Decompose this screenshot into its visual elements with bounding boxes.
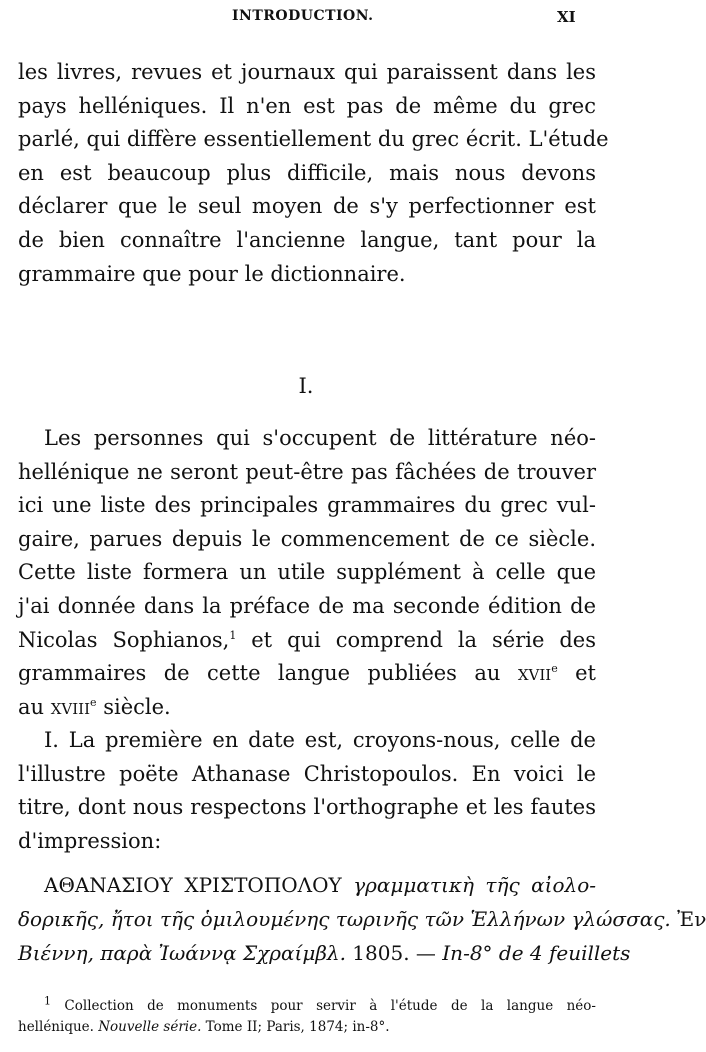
text-line	[18, 996, 596, 1017]
text-line	[18, 936, 631, 970]
text-line: les livres, revues et journaux qui paraissent dans les	[18, 60, 596, 84]
text-segment: Collection de monuments pour servir à l'étude de la langue néo-	[51, 998, 596, 1014]
ordinal-suffix: e	[90, 695, 97, 709]
text-line	[18, 657, 596, 691]
text-line	[18, 1017, 596, 1038]
text-line: ici une liste des principales grammaires du grec vul-	[18, 493, 596, 518]
text-segment: hellénique.	[18, 1019, 99, 1035]
text-line: hellénique ne seront peut-être pas fâchées de trouver	[18, 459, 596, 484]
text-line: déclarer que le seul moyen de s'y perfectionner est	[18, 194, 596, 219]
footnote-marker: 1	[44, 994, 51, 1008]
running-title: INTRODUCTION.	[232, 8, 374, 24]
text-line	[18, 624, 596, 658]
bibliographic-entry	[18, 868, 706, 970]
text-line: Cette liste formera un utile supplément à celle que	[18, 560, 596, 585]
text-line: j'ai donnée dans la préface de ma seconde édition de	[18, 593, 596, 618]
text-line: de bien connaître l'ancienne langue, tant pour la	[18, 227, 596, 252]
text-segment: grammaires de cette langue publiées au	[18, 661, 518, 686]
text-segment: Nicolas Sophianos,	[18, 627, 230, 652]
text-line	[18, 868, 596, 902]
dash: —	[409, 941, 443, 965]
text-segment: Tome II; Paris, 1874; in-8°.	[201, 1019, 390, 1035]
text-line: I. La première en date est, croyons-nous, celle de	[44, 728, 596, 752]
text-line: parlé, qui diffère essentiellement du grec écrit. L'étude	[18, 127, 609, 152]
paragraph-continuation	[18, 56, 609, 291]
text-line: l'illustre poëte Athanase Christopoulos. En voici le	[18, 761, 596, 786]
paragraph-christopoulos	[18, 724, 596, 858]
greek-title: δορικῆς, ἤτοι τῆς ὁμιλουμένης τωρινῆς τῶν Ἑλλήνων γλώσσας.	[18, 907, 671, 931]
text-line: Les personnes qui s'occupent de littérature néo-	[44, 426, 596, 450]
text-line: pays helléniques. Il n'en est pas de même du grec	[18, 93, 596, 118]
format-description: In-8° de 4 feuillets	[442, 941, 631, 965]
text-segment: au	[18, 694, 51, 719]
greek-author: ΑΘΑΝΑΣΙΟΥ ΧΡΙΣΤΟΠΟΛΟΥ	[44, 873, 342, 897]
publication-year: 1805.	[345, 941, 410, 965]
text-segment: siècle.	[96, 694, 171, 719]
greek-text: Ἐν	[670, 907, 706, 931]
series-name: Nouvelle série.	[98, 1019, 202, 1035]
text-line	[18, 902, 706, 936]
century-numeral: xviii	[50, 694, 91, 719]
text-line: gaire, parues depuis le commencement de ce siècle.	[18, 526, 596, 551]
text-segment: et qui comprend la série des	[236, 627, 596, 652]
greek-title: γραμματικὴ τῆς αἰολο-	[341, 873, 597, 897]
text-line: grammaire que pour le dictionnaire.	[18, 261, 406, 286]
footnote-reference: 1	[229, 628, 237, 642]
section-heading: I.	[298, 374, 314, 398]
text-segment: et	[557, 661, 596, 686]
ordinal-suffix: e	[551, 662, 558, 676]
text-line: en est beaucoup plus difficile, mais nous devons	[18, 160, 596, 185]
text-line: d'impression:	[18, 828, 162, 853]
text-line	[18, 691, 596, 725]
century-numeral: xvii	[517, 661, 552, 686]
paragraph-grammars-list	[18, 422, 596, 724]
greek-imprint: Βιέννη, παρὰ Ἰωάννᾳ Σχραίμβλ.	[18, 941, 346, 965]
page-number: XI	[557, 8, 576, 26]
running-header	[0, 8, 612, 32]
text-line: titre, dont nous respectons l'orthographe et les fautes	[18, 795, 596, 820]
footnote	[18, 996, 596, 1038]
